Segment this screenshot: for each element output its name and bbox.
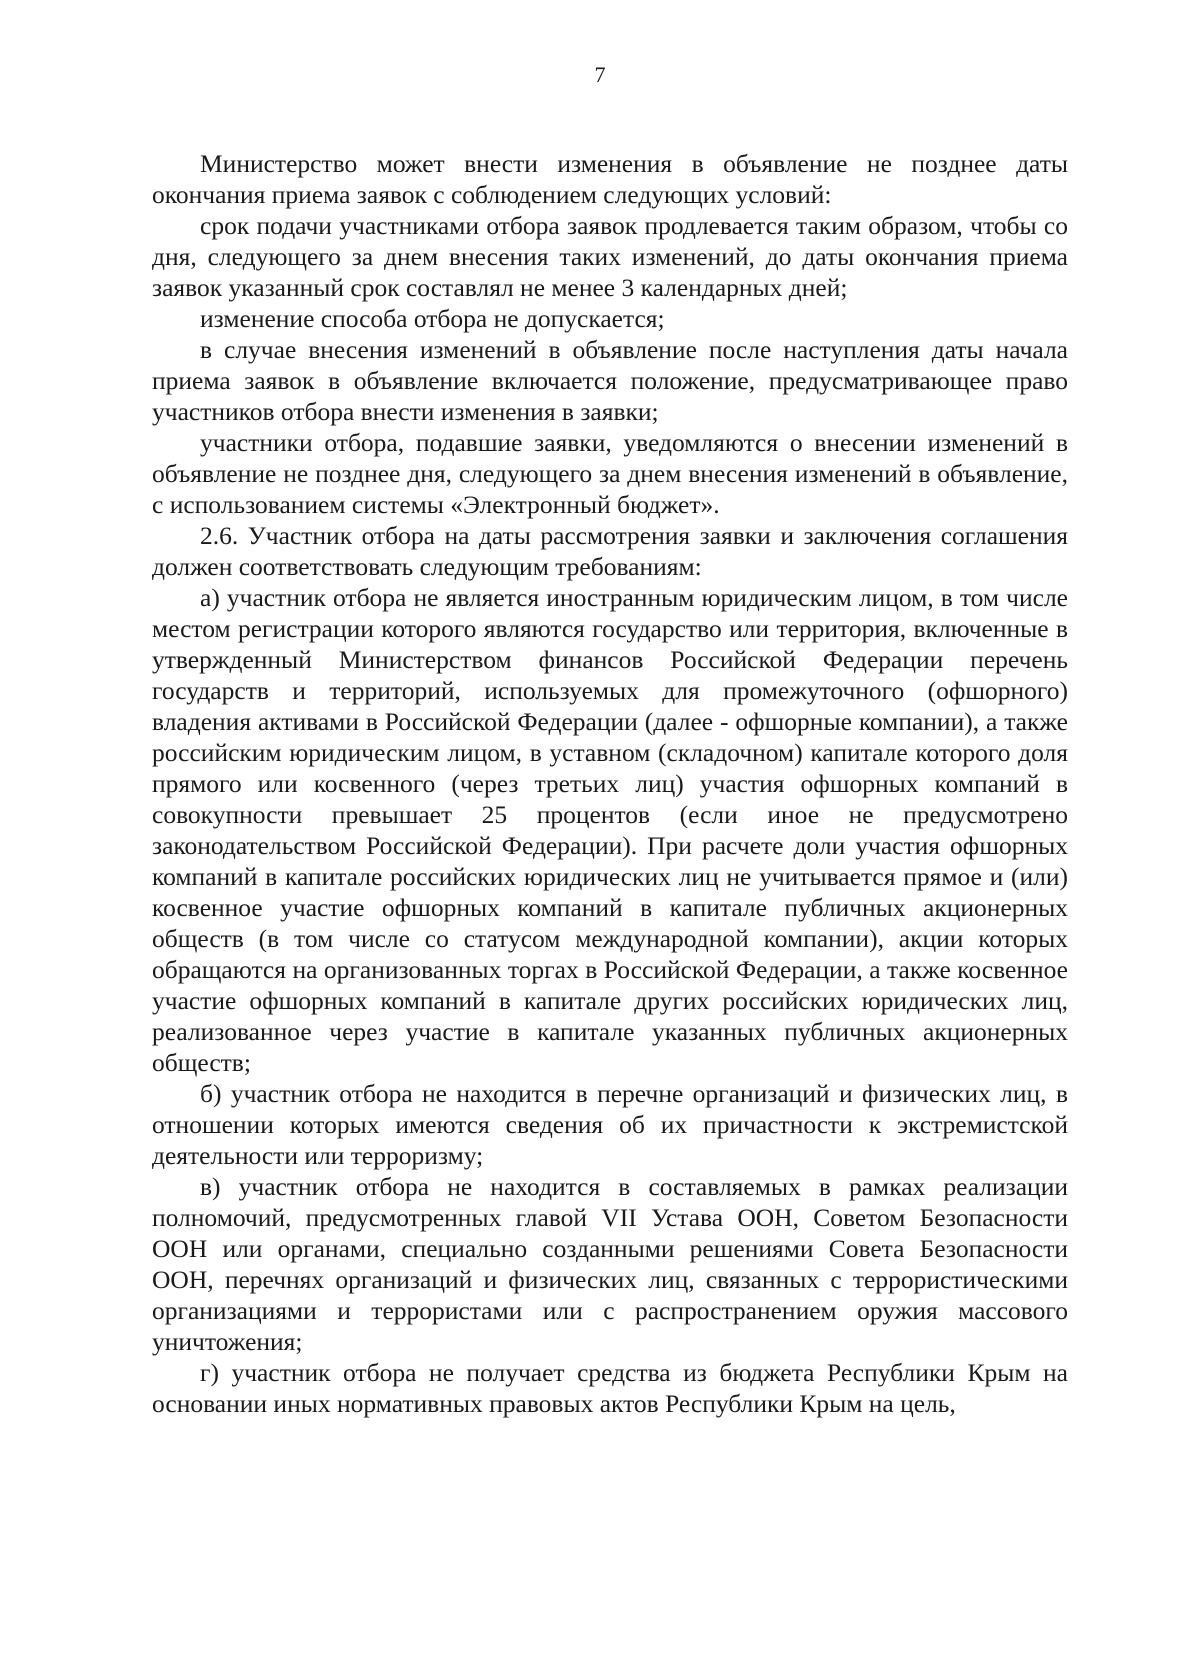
page-number: 7 (594, 62, 606, 87)
paragraph: изменение способа отбора не допускается; (200, 304, 665, 333)
document-body (152, 148, 1068, 1419)
paragraph: срок подачи участниками отбора заявок продлевается таким образом, чтобы со дня, следующего за днем внесения таких изменений, до даты окончания приема заявок указанный срок составлял не менее 3 календарных дней; (152, 211, 1068, 302)
paragraph: Министерство может внести изменения в объявление не позднее даты окончания приема заявок с соблюдением следующих условий: (152, 149, 1068, 209)
paragraph: б) участник отбора не находится в перечне организаций и физических лиц, в отношении которых имеются сведения об их причастности к экстремистской деятельности или терроризму; (152, 1079, 1068, 1170)
paragraph: участники отбора, подавшие заявки, уведомляются о внесении изменений в объявление не позднее дня, следующего за днем внесения изменений в объявление, с использованием системы «Электронный бюджет». (152, 428, 1068, 519)
paragraph: в) участник отбора не находится в составляемых в рамках реализации полномочий, предусмотренных главой VII Устава ООН, Советом Безопасности ООН или органами, специально созданными решениями Совета Безопасности ООН, перечнях организаций и физических лиц, связанных с террористическими организациями и террористами или с распространением оружия массового уничтожения; (152, 1172, 1068, 1356)
paragraph: а) участник отбора не является иностранным юридическим лицом, в том числе местом регистрации которого являются государство или территория, включенные в утвержденный Министерством финансов Российской Федерации перечень государств и территорий, используемых для промежуточного (офшорного) владения активами в Российской Федерации (далее - офшорные компании), а также российским юридическим лицом, в уставном (складочном) капитале которого доля прямого или косвенного (через третьих лиц) участия офшорных компаний в совокупности превышает 25 процентов (если иное не предусмотрено законодательством Российской Федерации). При расчете доли участия офшорных компаний в капитале российских юридических лиц не учитывается прямое и (или) косвенное участие офшорных компаний в капитале публичных акционерных обществ (в том числе со статусом международной компании), акции которых обращаются на организованных торгах в Российской Федерации, а также косвенное участие офшорных компаний в капитале других российских юридических лиц, реализованное через участие в капитале указанных публичных акционерных обществ; (152, 583, 1068, 1077)
paragraph: 2.6. Участник отбора на даты рассмотрения заявки и заключения соглашения должен соответствовать следующим требованиям: (152, 521, 1068, 581)
paragraph: г) участник отбора не получает средства из бюджета Республики Крым на основании иных нормативных правовых актов Республики Крым на цель, (152, 1358, 1068, 1418)
paragraph: в случае внесения изменений в объявление после наступления даты начала приема заявок в объявление включается положение, предусматривающее право участников отбора внести изменения в заявки; (152, 335, 1068, 426)
